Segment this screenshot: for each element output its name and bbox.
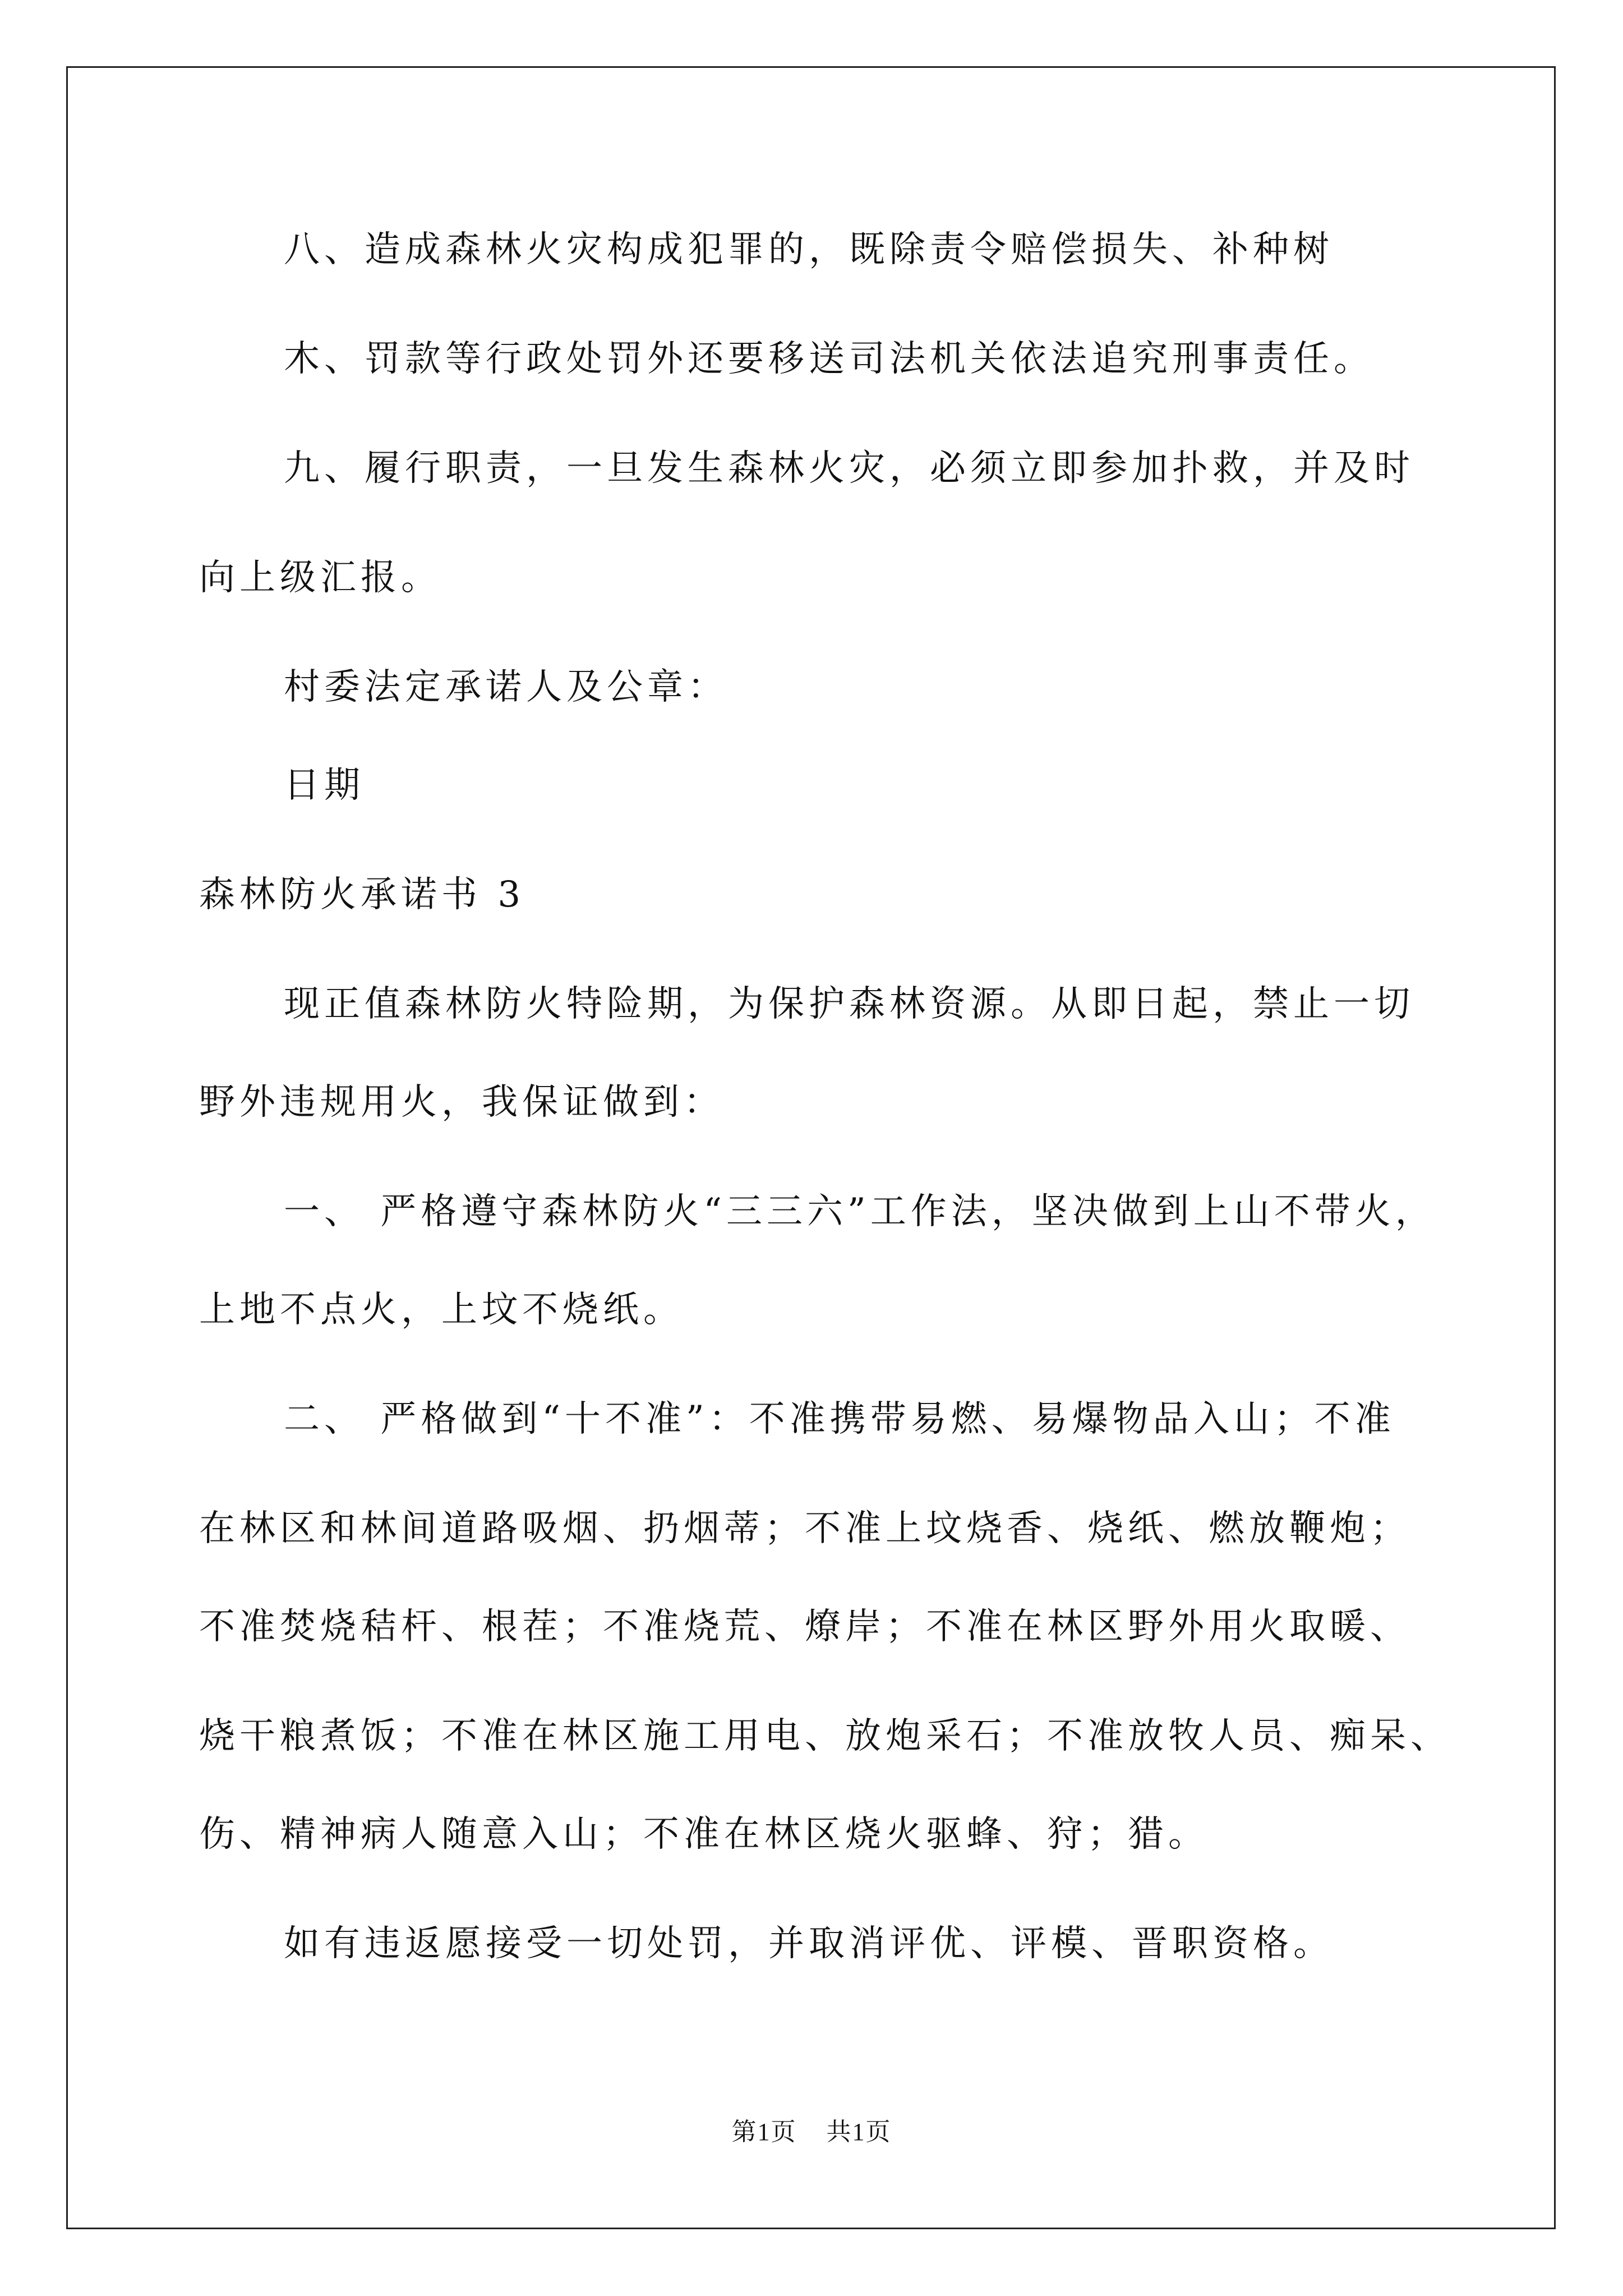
paragraph-line: 二、 严格做到“十不准”：不准携带易燃、易爆物品入山；不准: [284, 1398, 1395, 1440]
paragraph-line: 现正值森林防火特险期，为保护森林资源。从即日起，禁止一切: [284, 983, 1414, 1025]
paragraph-line: 上地不点火，上坟不烧纸。: [199, 1289, 684, 1331]
total-pages: 共1页: [826, 2118, 892, 2146]
paragraph-line: 烧干粮煮饭；不准在林区施工用电、放炮采石；不准放牧人员、痴呆、: [199, 1715, 1451, 1757]
section-title: 森林防火承诺书 3: [199, 874, 525, 915]
paragraph-line: 如有违返愿接受一切处罚，并取消评优、评模、晋职资格。: [284, 1923, 1334, 1964]
page-number: 第1页: [731, 2118, 797, 2146]
paragraph-line: 一、 严格遵守森林防火“三三六”工作法，坚决做到上山不带火，: [284, 1191, 1436, 1232]
paragraph-line: 不准焚烧秸杆、根茬；不准烧荒、燎岸；不准在林区野外用火取暖、: [199, 1606, 1410, 1648]
paragraph-line: 伤、精神病人随意入山；不准在林区烧火驱蜂、狩；猎。: [199, 1814, 1209, 1855]
date-label: 日期: [284, 765, 365, 806]
page-footer: [0, 2116, 1623, 2148]
paragraph-line: 八、造成森林火灾构成犯罪的，既除责令赔偿损失、补种树: [284, 229, 1334, 270]
paragraph-line: 九、履行职责，一旦发生森林火灾，必须立即参加扑救，并及时: [284, 448, 1414, 489]
signature-label: 村委法定承诺人及公章：: [284, 666, 728, 708]
paragraph-line: 木、罚款等行政处罚外还要移送司法机关依法追究刑事责任。: [284, 338, 1374, 380]
page-border: [66, 66, 1556, 2229]
paragraph-line: 向上级汇报。: [199, 557, 441, 599]
paragraph-line: 野外违规用火，我保证做到：: [199, 1082, 724, 1123]
paragraph-line: 在林区和林间道路吸烟、扔烟蒂；不准上坟烧香、烧纸、燃放鞭炮；: [199, 1508, 1410, 1549]
